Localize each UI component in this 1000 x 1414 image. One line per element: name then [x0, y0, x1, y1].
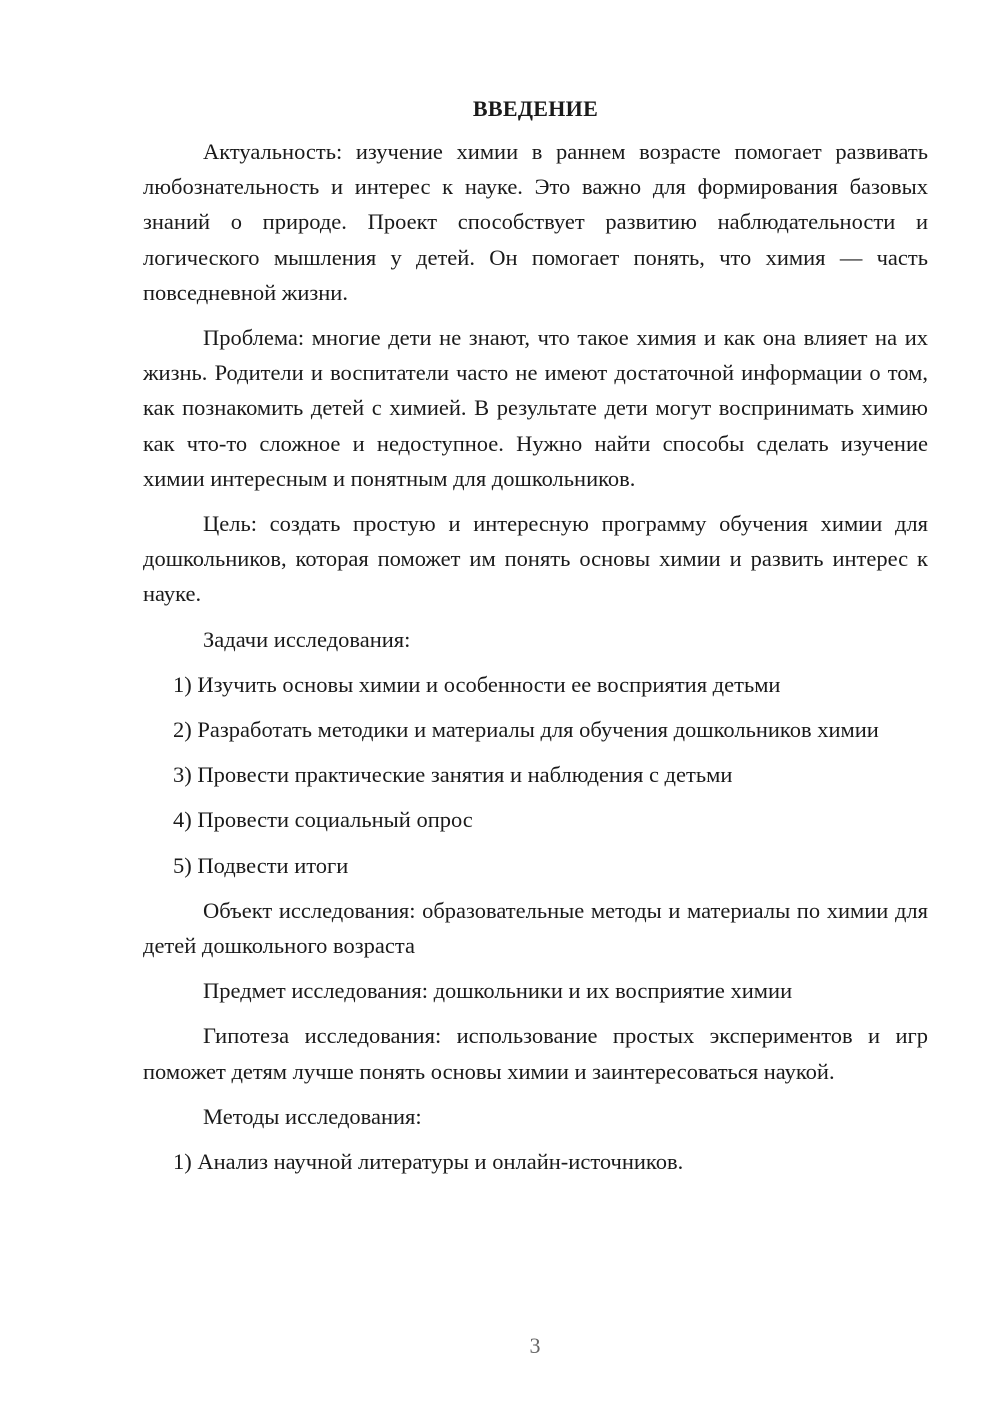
- subject-paragraph: Предмет исследования: дошкольники и их восприятие химии: [203, 978, 793, 1004]
- hypothesis-paragraph: Гипотеза исследования: использование простых экспериментов и игр поможет детям лучше понять основы химии и заинтересоваться наукой.: [143, 1023, 928, 1084]
- methods-title: Методы исследования:: [203, 1103, 422, 1129]
- problem-paragraph: Проблема: многие дети не знают, что такое химия и как она влияет на их жизнь. Родители и воспитатели часто не имеют достаточной информации о том, как познакомить детей с химией. В результате дети могут воспринимать химию как что-то сложное и недоступное. Нужно найти способы сделать изучение химии интересным и понятным для дошкольников.: [143, 325, 928, 491]
- task-item: 4) Провести социальный опрос: [173, 807, 473, 833]
- tasks-title: Задачи исследования:: [203, 626, 411, 652]
- task-item: 3) Провести практические занятия и наблюдения с детьми: [173, 762, 733, 788]
- section-heading: ВВЕДЕНИЕ: [472, 96, 599, 121]
- page-number: 3: [529, 1333, 541, 1358]
- method-item: 1) Анализ научной литературы и онлайн-источников.: [173, 1149, 684, 1175]
- task-item: 5) Подвести итоги: [173, 852, 349, 878]
- document-page: [143, 92, 928, 1189]
- task-item: 1) Изучить основы химии и особенности ее восприятия детьми: [173, 671, 781, 697]
- task-item: 2) Разработать методики и материалы для обучения дошкольников химии: [173, 717, 879, 743]
- goal-paragraph: Цель: создать простую и интересную программу обучения химии для дошкольников, которая поможет им понять основы химии и развить интерес к науке.: [143, 511, 928, 607]
- relevance-paragraph: Актуальность: изучение химии в раннем возрасте помогает развивать любознательность и интерес к науке. Это важно для формирования базовых знаний о природе. Проект способствует развитию наблюдательности и логического мышления у детей. Он помогает понять, что химия — часть повседневной жизни.: [143, 139, 928, 305]
- object-paragraph: Объект исследования: образовательные методы и материалы по химии для детей дошкольного возраста: [143, 897, 928, 959]
